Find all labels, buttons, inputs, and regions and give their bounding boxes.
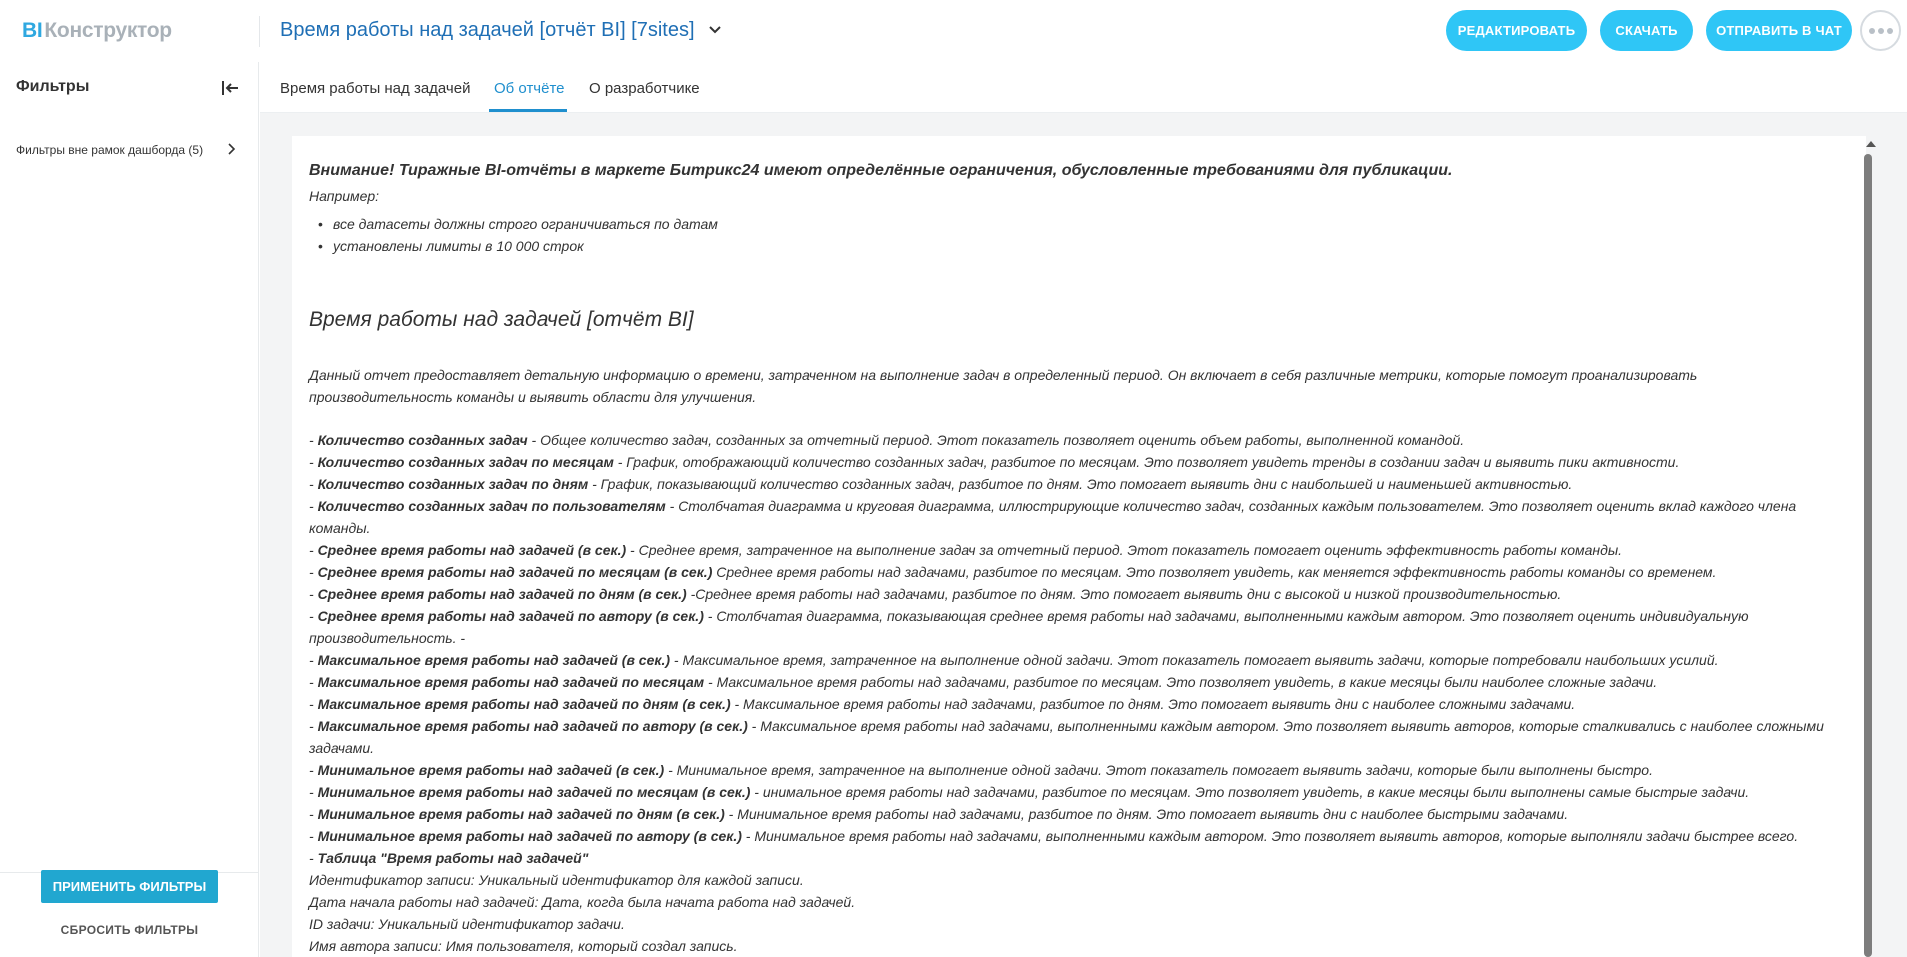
metric-line: - Таблица "Время работы над задачей" [309,850,589,866]
metric-name: Минимальное время работы над задачей (в сек.) [317,762,665,778]
metric-name: Количество созданных задач по дням [317,476,589,492]
metric-line: - Количество созданных задач по пользователям - Столбчатая диаграмма и круговая диаграмма, иллюстрирующие количество задач, созданных каждым пользователем. Это позволяет оценить вклад каждого члена команды. [309,498,1797,536]
metric-description: - Столбчатая диаграмма, показывающая среднее время работы над задачами, выполненными каждым автором. Это позволяет оценить индивидуальную производительность. - [309,608,1749,646]
report-heading: Время работы над задачей [отчёт BI] [309,308,694,331]
scroll-up-arrow-icon[interactable] [1866,141,1876,147]
table-field-line: Имя автора записи: Имя пользователя, который создал запись. [309,938,738,954]
metric-description: - Минимальное время работы над задачами, выполненными каждым автором. Это позволяет выявить авторов, которые выполняли задачи быстрее всего. [741,828,1799,844]
example-label: Например: [309,188,380,204]
metric-description: - Минимальное время, затраченное на выполнение одной задачи. Этот показатель помогает выявить задачи, которые были выполнены быстро. [664,762,1653,778]
chevron-right-icon[interactable] [226,142,238,156]
metric-name: Максимальное время работы над задачей (в сек.) [317,652,671,668]
filters-title: Фильтры [16,78,90,95]
tab-about-developer[interactable]: О разработчике [589,80,700,97]
metric-name: Минимальное время работы над задачей по месяцам (в сек.) [317,784,751,800]
report-description-card [292,136,1866,957]
metric-description: - График, показывающий количество созданных задач, разбитое по дням. Это помогает выявить дни с наибольшей и наименьшей активностью. [588,476,1573,492]
metric-name: Среднее время работы над задачей (в сек.) [317,542,627,558]
metric-name: Среднее время работы над задачей по автору (в сек.) [317,608,704,624]
more-dot-icon [1878,28,1884,34]
metric-line: - Минимальное время работы над задачей по дням (в сек.) - Минимальное время работы над задачами, разбитое по дням. Это помогает выявить дни с наиболее быстрыми задачами. [309,806,1569,822]
top-header [0,0,1907,62]
metric-name: Максимальное время работы над задачей по месяцам [317,674,705,690]
metric-name: Количество созданных задач по пользователям [317,498,666,514]
main-area [260,113,1907,957]
reset-filters-button[interactable]: СБРОСИТЬ ФИЛЬТРЫ [60,923,199,937]
metric-line: - Среднее время работы над задачей (в сек.) - Среднее время, затраченное на выполнение задач за отчетный период. Этот показатель помогает оценить эффективность работы команды. [309,542,1623,558]
metric-description: - Максимальное время работы над задачами, выполненными каждым автором. Это позволяет выявить авторов, которые сталкивались с наиболее сложными задачами. [309,718,1824,756]
tab-task-time[interactable]: Время работы над задачей [280,80,471,97]
header-divider [259,16,260,47]
table-field-line: Идентификатор записи: Уникальный идентификатор для каждой записи. [309,872,804,888]
filters-outside-dashboard[interactable]: Фильтры вне рамок дашборда (5) [16,143,204,157]
metrics-list [309,429,1834,957]
metric-line: - Среднее время работы над задачей по дням (в сек.) -Среднее время работы над задачами, разбитое по дням. Это помогает выявить дни с высокой и низкой производительностью. [309,586,1562,602]
filters-panel [0,62,259,957]
edit-button[interactable]: РЕДАКТИРОВАТЬ [1446,10,1587,51]
metric-name: Количество созданных задач [317,432,528,448]
metric-name: Максимальное время работы над задачей по автору (в сек.) [317,718,748,734]
metric-name: Таблица "Время работы над задачей" [317,850,589,866]
metric-line: - Среднее время работы над задачей по автору (в сек.) - Столбчатая диаграмма, показывающая среднее время работы над задачами, выполненными каждым автором. Это позволяет оценить индивидуальную производительность. - [309,608,1749,646]
metric-name: Минимальное время работы над задачей по автору (в сек.) [317,828,742,844]
metric-line: - Количество созданных задач - Общее количество задач, созданных за отчетный период. Этот показатель позволяет оценить объем работы, выполненной командой. [309,432,1465,448]
metric-description: - Максимальное время, затраченное на выполнение одной задачи. Этот показатель помогает выявить задачи, которые потребовали наибольших усилий. [670,652,1719,668]
metric-name: Минимальное время работы над задачей по дням (в сек.) [317,806,725,822]
list-item: • все датасеты должны строго ограничиваться по датам [333,216,718,232]
metric-description: Среднее время работы над задачами, разбитое по месяцам. Это позволяет увидеть, как меняется эффективность работы команды со временем. [712,564,1717,580]
metric-description: - График, отображающий количество созданных задач, разбитое по месяцам. Это позволяет увидеть тренды в создании задач и выявить пики активности. [613,454,1680,470]
chevron-down-icon[interactable] [708,25,722,35]
metric-description: - Максимальное время работы над задачами, разбитое по дням. Это помогает выявить дни с наиболее сложными задачами. [730,696,1576,712]
collapse-panel-icon[interactable] [220,78,240,98]
metric-line: - Минимальное время работы над задачей (в сек.) - Минимальное время, затраченное на выполнение одной задачи. Этот показатель помогает выявить задачи, которые были выполнены быстро. [309,762,1653,778]
table-field-line: Дата начала работы над задачей: Дата, когда была начата работа над задачей. [309,894,856,910]
metric-line: - Максимальное время работы над задачей по дням (в сек.) - Максимальное время работы над задачами, разбитое по дням. Это помогает выявить дни с наиболее сложными задачами. [309,696,1576,712]
metric-line: - Максимальное время работы над задачей (в сек.) - Максимальное время, затраченное на выполнение одной задачи. Этот показатель помогает выявить задачи, которые потребовали наибольших усилий. [309,652,1719,668]
metric-name: Среднее время работы над задачей по месяцам (в сек.) [317,564,713,580]
dashboard-title[interactable]: Время работы над задачей [отчёт BI] [7sites] [280,19,695,41]
metric-line: - Минимальное время работы над задачей по автору (в сек.) - Минимальное время работы над задачами, выполненными каждым автором. Это позволяет выявить авторов, которые выполняли задачи быстрее всего. [309,828,1799,844]
metric-description: - Среднее время, затраченное на выполнение задач за отчетный период. Этот показатель помогает оценить эффективность работы команды. [626,542,1623,558]
scrollbar-thumb[interactable] [1864,154,1872,957]
logo-bi-text: BI [22,19,43,42]
metric-description: - Минимальное время работы над задачами, разбитое по дням. Это помогает выявить дни с наиболее быстрыми задачами. [724,806,1569,822]
active-tab-indicator [489,109,567,112]
metric-description: - Максимальное время работы над задачами, разбитое по месяцам. Это позволяет увидеть, в какие месяцы были наиболее сложные задачи. [704,674,1658,690]
tab-bar [260,62,1907,113]
send-to-chat-button[interactable]: ОТПРАВИТЬ В ЧАТ [1706,10,1852,51]
more-options-button[interactable] [1860,10,1901,51]
metric-line: - Количество созданных задач по дням - График, показывающий количество созданных задач, разбитое по дням. Это помогает выявить дни с наибольшей и наименьшей активностью. [309,476,1573,492]
metric-line: - Минимальное время работы над задачей по месяцам (в сек.) - инимальное время работы над задачами, разбитое по месяцам. Это позволяет увидеть, в какие месяцы были выполнены самые быстрые задачи. [309,784,1750,800]
metric-description: - Общее количество задач, созданных за отчетный период. Этот показатель позволяет оценить объем работы, выполненной командой. [527,432,1465,448]
metric-line: - Максимальное время работы над задачей по месяцам - Максимальное время работы над задачами, разбитое по месяцам. Это позволяет увидеть, в какие месяцы были наиболее сложные задачи. [309,674,1658,690]
list-item: • установлены лимиты в 10 000 строк [333,238,584,254]
metric-description: - инимальное время работы над задачами, разбитое по месяцам. Это позволяет увидеть, в какие месяцы были выполнены самые быстрые задачи. [750,784,1750,800]
more-dot-icon [1869,28,1875,34]
metric-line: - Максимальное время работы над задачей по автору (в сек.) - Максимальное время работы над задачами, выполненными каждым автором. Это позволяет выявить авторов, которые сталкивались с наиболее сложными задачами. [309,718,1824,756]
metric-name: Количество созданных задач по месяцам [317,454,614,470]
download-button[interactable]: СКАЧАТЬ [1600,10,1693,51]
metric-line: - Количество созданных задач по месяцам - График, отображающий количество созданных задач, разбитое по месяцам. Это позволяет увидеть тренды в создании задач и выявить пики активности. [309,454,1680,470]
app-logo[interactable] [22,19,172,43]
metric-description: -Среднее время работы над задачами, разбитое по дням. Это помогает выявить дни с высокой и низкой производительностью. [686,586,1562,602]
metric-name: Максимальное время работы над задачей по дням (в сек.) [317,696,731,712]
metric-line: - Среднее время работы над задачей по месяцам (в сек.) Среднее время работы над задачами, разбитое по месяцам. Это позволяет увидеть, как меняется эффективность работы команды со временем. [309,564,1717,580]
metric-description: - Столбчатая диаграмма и круговая диаграмма, иллюстрирующие количество задач, созданных каждым пользователем. Это позволяет оценить вклад каждого члена команды. [309,498,1797,536]
logo-rest-text: Конструктор [44,19,172,42]
table-field-line: ID задачи: Уникальный идентификатор задачи. [309,916,625,932]
warning-text: Внимание! Тиражные BI-отчёты в маркете Битрикс24 имеют определённые ограничения, обусловленные требованиями для публикации. [309,162,1453,179]
tab-about-report[interactable]: Об отчёте [494,80,565,97]
more-dot-icon [1887,28,1893,34]
intro-paragraph: Данный отчет предоставляет детальную информацию о времени, затраченном на выполнение задач в определенный период. Он включает в себя различные метрики, которые помогут проанализировать производительность команды и выявить области для улучшения. [309,367,1698,405]
apply-filters-button[interactable]: ПРИМЕНИТЬ ФИЛЬТРЫ [41,870,218,903]
metric-name: Среднее время работы над задачей по дням (в сек.) [317,586,687,602]
